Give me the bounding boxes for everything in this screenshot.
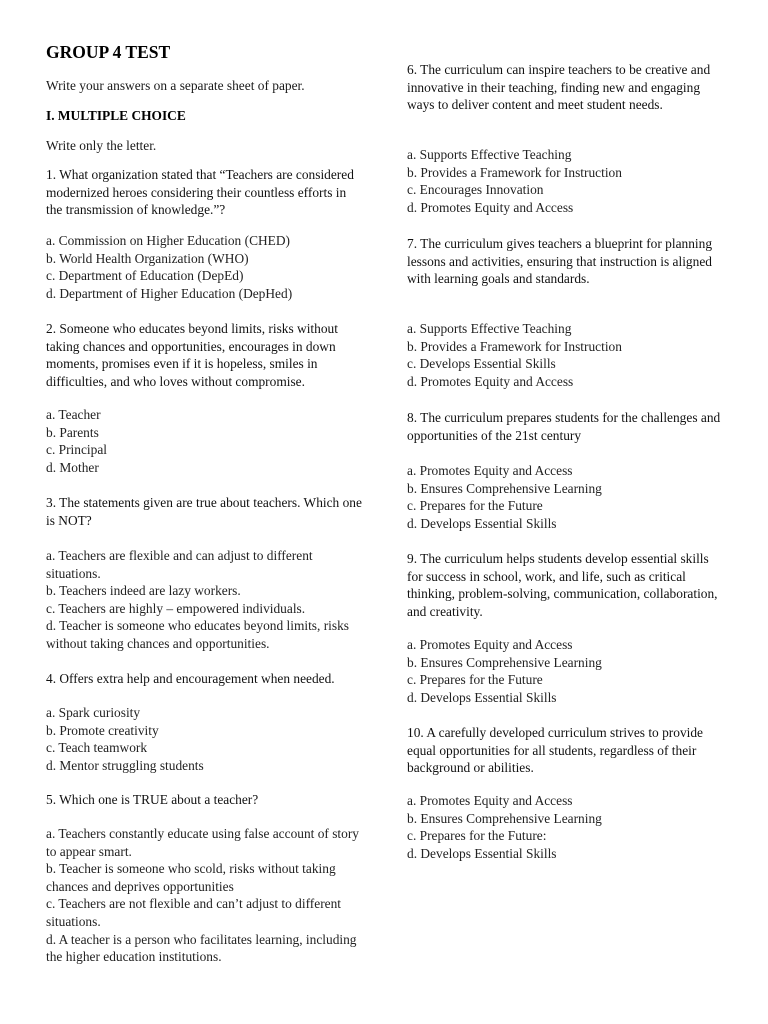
question-5-options — [46, 825, 364, 966]
option-b: b. World Health Organization (WHO) — [46, 250, 249, 266]
option-c: c. Principal — [46, 442, 107, 458]
option-b: b. Parents — [46, 424, 99, 440]
option-a: a. Supports Effective Teaching — [407, 147, 572, 162]
question-7: 7. The curriculum gives teachers a blueprint for planning lessons and activities, ensuring that instruction is aligned with learning goals and standards. — [407, 236, 713, 287]
option-b: b. Teachers indeed are lazy workers. — [46, 583, 241, 599]
option-c: c. Prepares for the Future — [407, 498, 543, 514]
option-a: a. Promotes Equity and Access — [407, 637, 573, 652]
option-c: c. Teachers are not flexible and can’t adjust to different situations. — [46, 896, 342, 929]
option-b: b. Promote creativity — [46, 722, 159, 738]
option-a: a. Supports Effective Teaching — [407, 321, 572, 336]
question-8-options — [407, 462, 725, 532]
question-1-options — [46, 232, 364, 302]
document-title: GROUP 4 TEST — [46, 42, 171, 62]
option-d: d. Mother — [46, 459, 99, 475]
option-d: d. Develops Essential Skills — [407, 689, 557, 705]
section-instruction: Write only the letter. — [46, 138, 157, 153]
option-c: c. Encourages Innovation — [407, 182, 544, 198]
question-5: 5. Which one is TRUE about a teacher? — [46, 792, 259, 807]
question-8: 8. The curriculum prepares students for the challenges and opportunities of the 21st century — [407, 410, 721, 443]
option-a: a. Teacher — [46, 407, 101, 422]
question-4-options — [46, 704, 364, 774]
question-9: 9. The curriculum helps students develop essential skills for success in school, work, and life, such as critical thinking, problem-solving, communication, collaboration, and creativity. — [407, 551, 718, 619]
question-6: 6. The curriculum can inspire teachers to be creative and innovative in their teaching, finding new and engaging ways to deliver content and meet student needs. — [407, 62, 711, 113]
option-d: d. Mentor struggling students — [46, 757, 204, 773]
option-c: c. Prepares for the Future — [407, 672, 543, 688]
question-9-options — [407, 636, 725, 706]
option-b: b. Ensures Comprehensive Learning — [407, 810, 602, 826]
option-c: c. Department of Education (DepEd) — [46, 268, 244, 284]
option-c: c. Teach teamwork — [46, 740, 148, 756]
question-4: 4. Offers extra help and encouragement when needed. — [46, 671, 335, 686]
option-d: d. A teacher is a person who facilitates learning, including the higher education institutions. — [46, 931, 357, 965]
option-b: b. Provides a Framework for Instruction — [407, 164, 622, 180]
option-b: b. Ensures Comprehensive Learning — [407, 654, 602, 670]
option-b: b. Provides a Framework for Instruction — [407, 338, 622, 354]
option-d: d. Promotes Equity and Access — [407, 199, 574, 215]
option-d: d. Develops Essential Skills — [407, 515, 557, 531]
option-a: a. Teachers constantly educate using false account of story to appear smart. — [46, 826, 360, 859]
option-c: c. Teachers are highly – empowered individuals. — [46, 600, 306, 616]
general-instruction: Write your answers on a separate sheet of paper. — [46, 78, 305, 93]
question-2-options — [46, 406, 364, 476]
question-2: 2. Someone who educates beyond limits, risks without taking chances and opportunities, encourages in down moments, promises even if it is hopeless, smiles in difficulties, and who loves without compromise. — [46, 321, 338, 389]
option-a: a. Teachers are flexible and can adjust to different situations. — [46, 548, 313, 581]
option-a: a. Promotes Equity and Access — [407, 463, 573, 478]
option-b: b. Teacher is someone who scold, risks without taking chances and deprives opportunities — [46, 861, 336, 894]
question-6-options — [407, 146, 725, 216]
option-d: d. Promotes Equity and Access — [407, 373, 574, 389]
question-3: 3. The statements given are true about teachers. Which one is NOT? — [46, 495, 362, 528]
option-a: a. Commission on Higher Education (CHED) — [46, 233, 290, 248]
option-d: d. Teacher is someone who educates beyond limits, risks without taking chances and opportunities. — [46, 618, 350, 651]
option-a: a. Promotes Equity and Access — [407, 793, 573, 808]
option-b: b. Ensures Comprehensive Learning — [407, 480, 602, 496]
question-10: 10. A carefully developed curriculum strives to provide equal opportunities for all students, regardless of their background or abilities. — [407, 725, 703, 776]
option-d: d. Develops Essential Skills — [407, 845, 557, 861]
option-c: c. Develops Essential Skills — [407, 356, 556, 372]
option-c: c. Prepares for the Future: — [407, 828, 547, 844]
section-heading: I. MULTIPLE CHOICE — [46, 108, 186, 123]
option-d: d. Department of Higher Education (DepHed) — [46, 285, 293, 301]
question-7-options — [407, 320, 725, 390]
option-a: a. Spark curiosity — [46, 705, 141, 720]
question-10-options — [407, 792, 725, 862]
question-3-options — [46, 547, 364, 653]
question-1: 1. What organization stated that “Teachers are considered modernized heroes considering their countless efforts in the transmission of knowledge.”? — [46, 167, 354, 218]
